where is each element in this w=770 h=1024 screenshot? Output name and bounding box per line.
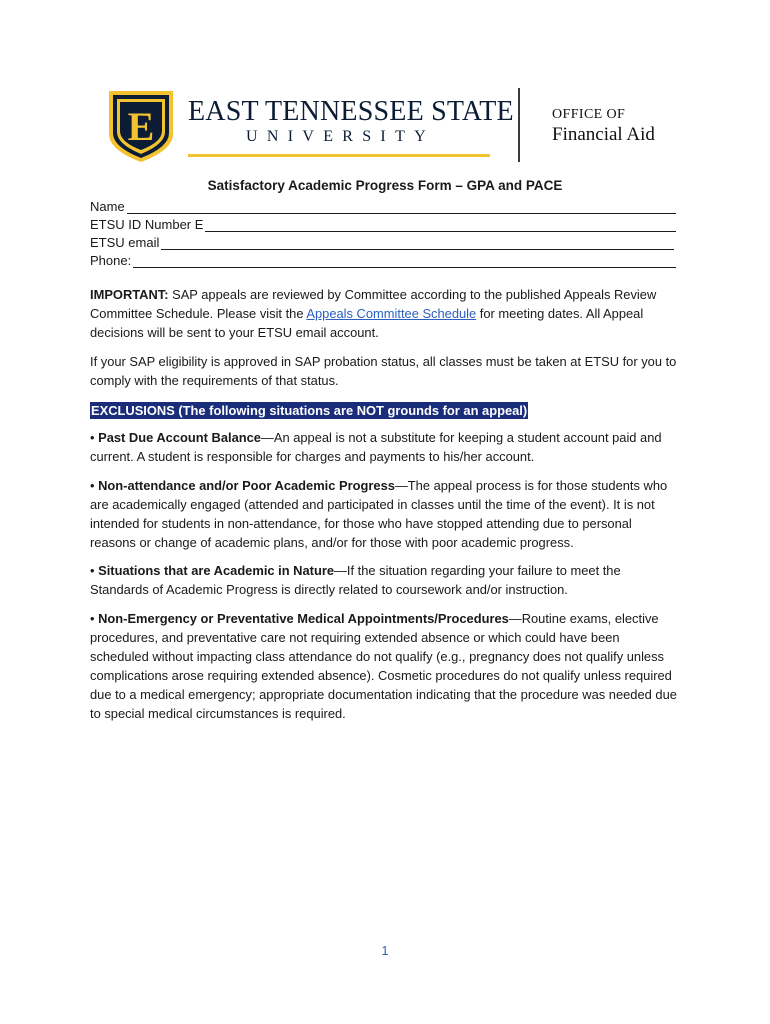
etsu-email-field-line[interactable] — [161, 234, 674, 250]
university-name-line1: EAST TENNESSEE STATE — [188, 96, 514, 127]
office-name — [552, 106, 655, 146]
etsu-shield-logo — [106, 88, 176, 164]
phone-field-line[interactable] — [133, 252, 676, 268]
important-lead: IMPORTANT: — [90, 287, 169, 302]
university-wordmark — [188, 96, 514, 148]
bullet: • — [90, 611, 99, 626]
name-field-label: Name — [90, 199, 125, 214]
bullet: • — [90, 563, 99, 578]
phone-field-label: Phone: — [90, 253, 132, 268]
probation-note: If your SAP eligibility is approved in SAP probation status, all classes must be taken at ETSU for you to comply with the requirements of that status. — [90, 354, 677, 388]
exclusion-text: —The appeal process is for those students who are academically engaged (attended and participated in classes until the time of the event). It is not intended for students in non-attendance, for those who have stopped attending due to personal reasons or change of academic plans, and/or for those with poor academic progress. — [90, 478, 668, 550]
exclusion-text: —Routine exams, elective procedures, and preventative care not requiring extended absence or which could have been scheduled without impacting class attendance do not qualify (e.g., pregnancy does not qualify unless complications arose requiring extended absence). Cosmetic procedures do not qualify unless required due to a medical emergency; appropriate documentation indicating that the procedure was needed due to special medical circumstances is required. — [90, 611, 677, 721]
exclusion-title: Situations that are Academic in Nature — [98, 563, 335, 578]
etsu-id-field-label: ETSU ID Number E — [90, 217, 204, 232]
university-name-line2: UNIVERSITY — [246, 128, 435, 145]
exclusion-title: Past Due Account Balance — [98, 430, 261, 445]
exclusion-text: —An appeal is not a substitute for keeping a student account paid and current. A student is responsible for charges and payments to his/her account. — [90, 430, 662, 464]
exclusion-item — [90, 476, 680, 552]
bullet: • — [90, 430, 99, 445]
exclusion-item — [90, 561, 680, 599]
important-text-1: SAP appeals are reviewed by Committee according to the published Appeals Review Committee Schedule. Please visit the — [90, 287, 657, 321]
exclusion-title: Non-Emergency or Preventative Medical Appointments/Procedures — [98, 611, 509, 626]
etsu-email-field-label: ETSU email — [90, 235, 160, 250]
exclusion-title: Non-attendance and/or Poor Academic Progress — [98, 478, 395, 493]
name-field[interactable] — [90, 198, 676, 216]
bullet: • — [90, 478, 99, 493]
important-paragraph — [90, 285, 680, 342]
important-text-2: for meeting dates. All Appeal decisions will be sent to your ETSU email account. — [90, 306, 644, 340]
appeals-schedule-link[interactable]: Appeals Committee Schedule — [306, 306, 477, 321]
exclusion-item — [90, 609, 680, 723]
etsu-email-field[interactable] — [90, 234, 674, 252]
exclusion-item — [90, 428, 680, 466]
header-vertical-divider — [518, 88, 520, 162]
exclusions-heading: EXCLUSIONS (The following situations are NOT grounds for an appeal) — [91, 403, 528, 418]
exclusion-text: —If the situation regarding your failure to meet the Standards of Academic Progress is directly related to coursework and/or instruction. — [90, 563, 621, 597]
etsu-id-field[interactable] — [90, 216, 676, 234]
form-title: Satisfactory Academic Progress Form – GPA and PACE — [207, 178, 563, 193]
office-name-line1: OFFICE OF — [552, 107, 626, 122]
phone-field[interactable] — [90, 252, 676, 270]
etsu-id-field-line[interactable] — [205, 216, 676, 232]
shield-letter: E — [127, 104, 155, 149]
page-number: 1 — [381, 944, 389, 958]
office-name-line2: Financial Aid — [552, 124, 655, 145]
gold-divider-rule — [188, 154, 490, 157]
name-field-line[interactable] — [127, 198, 676, 214]
